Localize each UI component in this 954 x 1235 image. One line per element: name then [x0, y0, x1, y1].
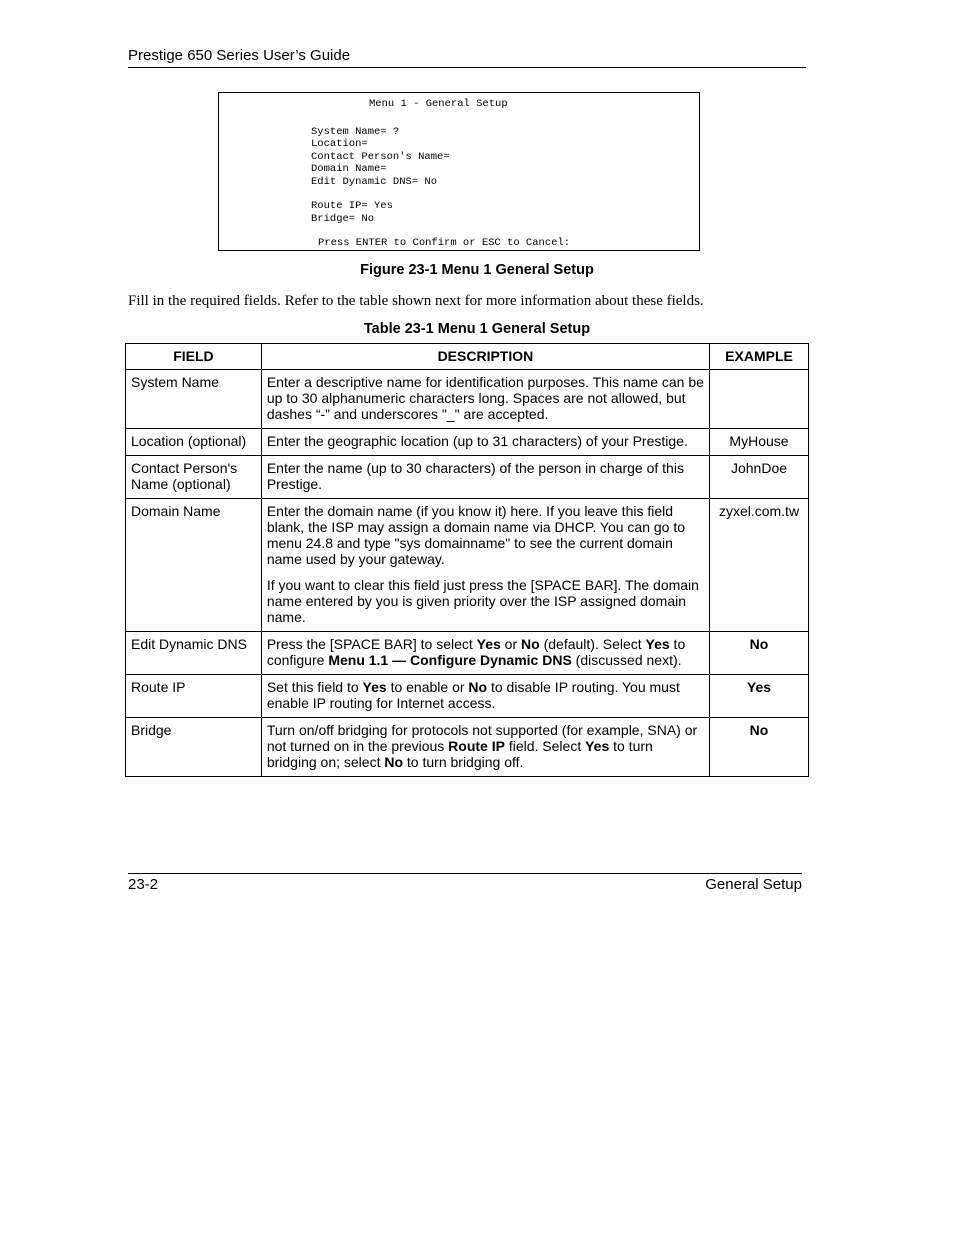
- page-number: 23-2: [128, 876, 159, 893]
- cell-field: System Name: [126, 370, 262, 429]
- description-text: to configure: [266, 636, 686, 668]
- description-text: (discussed next).: [571, 652, 682, 668]
- description-emphasis: Yes: [645, 636, 670, 652]
- description-text: to turn bridging off.: [403, 754, 524, 770]
- description-emphasis: No: [521, 636, 540, 652]
- cell-example: JohnDoe: [710, 456, 809, 499]
- cell-field: Bridge: [126, 718, 262, 777]
- terminal-line: Location=: [311, 138, 368, 150]
- description-text: Set this field to: [266, 679, 363, 695]
- description-emphasis: Yes: [476, 636, 501, 652]
- cell-example: MyHouse: [710, 429, 809, 456]
- description-text: (default). Select: [539, 636, 646, 652]
- figure-caption: Figure 23-1 Menu 1 General Setup: [360, 262, 594, 278]
- table-caption: Table 23-1 Menu 1 General Setup: [363, 321, 591, 337]
- table-row: [126, 370, 809, 429]
- description-emphasis: Yes: [362, 679, 387, 695]
- cell-description: [261, 456, 709, 499]
- table-row: [126, 456, 809, 499]
- description-text: Turn on/off bridging for protocols not supported (for example, SNA) or not turned on in the previous: [266, 722, 698, 754]
- cell-example: [710, 370, 809, 429]
- cell-example: zyxel.com.tw: [710, 499, 809, 632]
- description-paragraph: If you want to clear this field just press the [SPACE BAR]. The domain name entered by you is given priority over the ISP assigned domain name.: [266, 577, 699, 625]
- table-row: [126, 718, 809, 777]
- cell-description: [261, 499, 709, 632]
- page-footer: [128, 873, 802, 893]
- description-text: to disable IP routing. You must enable IP routing for Internet access.: [266, 679, 680, 711]
- cell-field: Domain Name: [126, 499, 262, 632]
- description-emphasis: No: [384, 754, 404, 770]
- terminal-title: Menu 1 - General Setup: [369, 98, 508, 110]
- header-title: Prestige 650 Series User’s Guide: [128, 47, 351, 64]
- cell-example: No: [710, 718, 809, 777]
- terminal-line: Contact Person's Name=: [311, 151, 450, 163]
- terminal-line: Route IP= Yes: [311, 200, 393, 212]
- description-paragraph: [267, 679, 704, 711]
- cell-description: [261, 718, 709, 777]
- footer-section: General Setup: [705, 876, 802, 893]
- terminal-line: Bridge= No: [311, 213, 375, 225]
- table-header-row: [126, 344, 809, 370]
- cell-example: No: [710, 632, 809, 675]
- terminal-line: Domain Name=: [311, 163, 387, 175]
- description-paragraph: [267, 722, 704, 770]
- description-text: to turn bridging on; select: [266, 738, 653, 770]
- description-emphasis: No: [468, 679, 488, 695]
- terminal-prompt: Press ENTER to Confirm or ESC to Cancel:: [318, 237, 571, 249]
- column-header-example: EXAMPLE: [710, 344, 809, 370]
- description-paragraph: Enter the geographic location (up to 31 characters) of your Prestige.: [266, 433, 688, 449]
- cell-description: [261, 675, 709, 718]
- page-header: [128, 47, 806, 68]
- description-paragraph: Enter a descriptive name for identification purposes. This name can be up to 30 alphanumeric characters long. Spaces are not allowed, but dashes “-” and underscores "_" are accepted.: [266, 374, 704, 422]
- description-text: Press the [SPACE BAR] to select: [266, 636, 477, 652]
- cell-description: [261, 429, 709, 456]
- cell-field: Contact Person's Name (optional): [126, 456, 262, 499]
- intro-paragraph: Fill in the required fields. Refer to the table shown next for more information about these fields.: [128, 293, 704, 309]
- field-table: [125, 343, 809, 777]
- table-row: [126, 499, 809, 632]
- description-emphasis: Route IP: [448, 738, 505, 754]
- cell-example: Yes: [710, 675, 809, 718]
- terminal-screen: [218, 92, 700, 251]
- cell-field: Route IP: [126, 675, 262, 718]
- terminal-line: Edit Dynamic DNS= No: [311, 176, 438, 188]
- table-row: [126, 675, 809, 718]
- description-paragraph: [267, 636, 704, 668]
- cell-description: [261, 370, 709, 429]
- description-text: or: [500, 636, 522, 652]
- description-paragraph: Enter the domain name (if you know it) here. If you leave this field blank, the ISP may assign a domain name via DHCP. You can go to menu 24.8 and type "sys domainname" to see the current domain name used by your gateway.: [266, 503, 686, 567]
- table-row: [126, 429, 809, 456]
- description-paragraph: Enter the name (up to 30 characters) of the person in charge of this Prestige.: [266, 460, 684, 492]
- cell-field: Edit Dynamic DNS: [126, 632, 262, 675]
- description-emphasis: Menu 1.1 — Configure Dynamic DNS: [328, 652, 572, 668]
- table-row: [126, 632, 809, 675]
- column-header-description: DESCRIPTION: [261, 344, 709, 370]
- cell-field: Location (optional): [126, 429, 262, 456]
- description-text: to enable or: [386, 679, 469, 695]
- description-text: field. Select: [504, 738, 586, 754]
- description-emphasis: Yes: [585, 738, 610, 754]
- cell-description: [261, 632, 709, 675]
- column-header-field: FIELD: [126, 344, 262, 370]
- terminal-line: System Name= ?: [311, 126, 400, 138]
